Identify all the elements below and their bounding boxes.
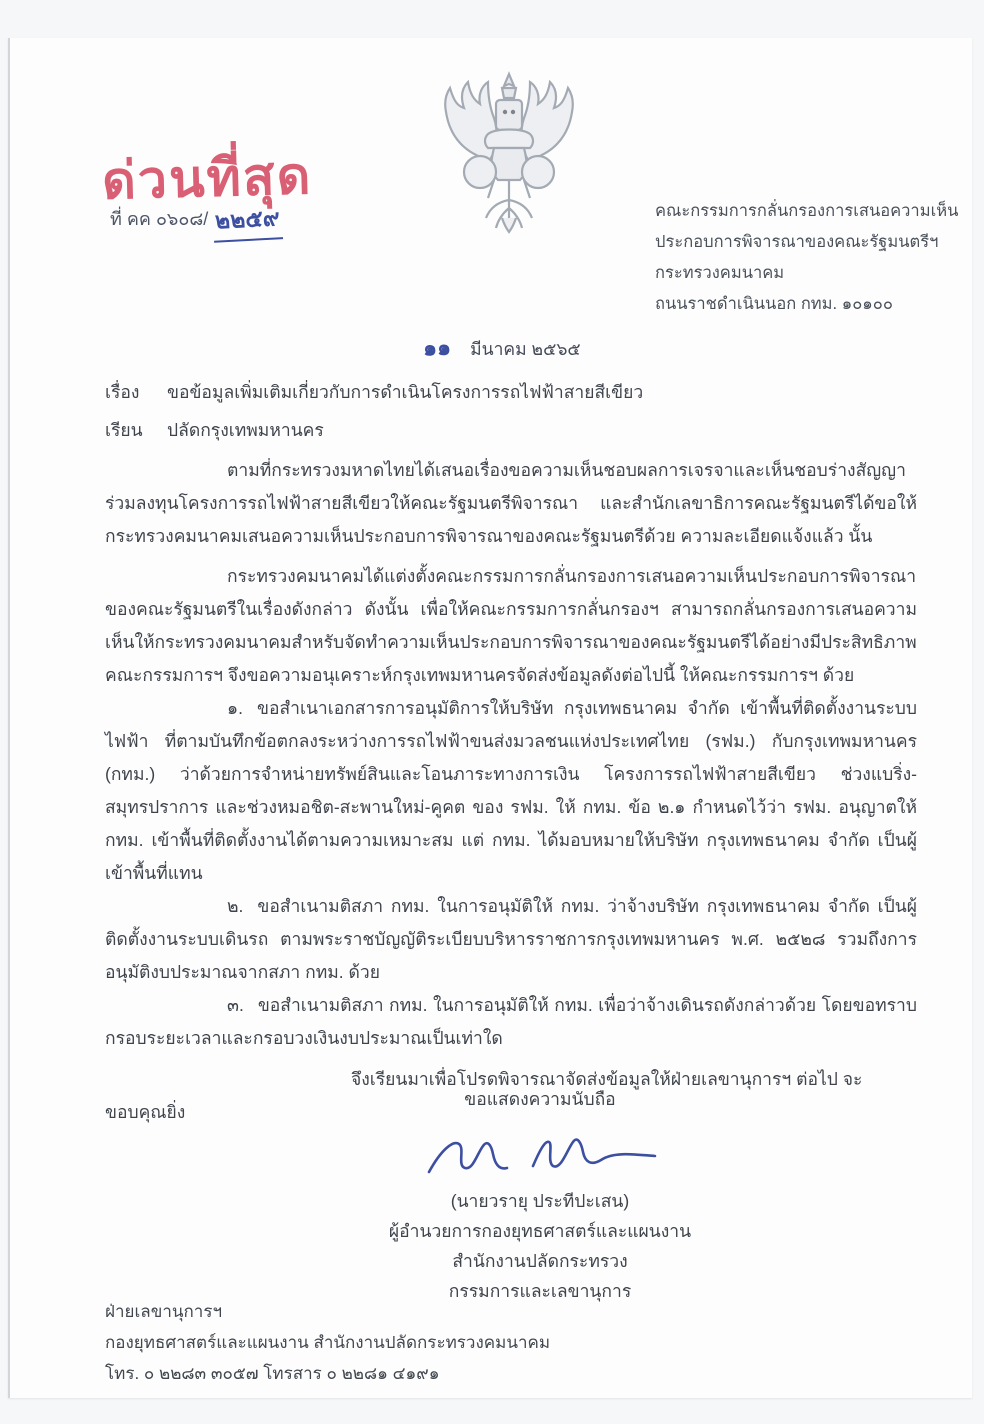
letter-page [8,38,972,1398]
footer-line: โทร. ๐ ๒๒๘๓ ๓๐๕๗ โทรสาร ๐ ๒๒๘๑ ๔๑๙๑ [105,1364,440,1383]
sender-line: คณะกรรมการกลั่นกรองการเสนอความเห็น [655,202,959,220]
numbered-item-3 [105,989,917,1055]
item-number: ๒. [227,896,244,916]
date-printed: มีนาคม ๒๕๖๕ [470,339,581,359]
item-text: ขอสำเนามติสภา กทม. ในการอนุมัติให้ กทม. ว่าจ้างบริษัท กรุงเทพธนาคม จำกัด เป็นผู้ติดตั้งงานระบบเดินรถ ตามพระราชบัญญัติระเบียบบริหารราชการกรุงเทพมหานคร พ.ศ. ๒๕๒๘ รวมถึงการอนุมัติงบประมาณจากสภา กทม. ด้วย [105,896,917,982]
signoff-block [290,1084,790,1306]
letter-body [105,376,917,1129]
body-paragraph: ตามที่กระทรวงมหาดไทยได้เสนอเรื่องขอความเห็นชอบผลการเจรจาและเห็นชอบร่างสัญญาร่วมลงทุนโครงการรถไฟฟ้าสายสีเขียวให้คณะรัฐมนตรีพิจารณา และสำนักเลขาธิการคณะรัฐมนตรีได้ขอให้กระทรวงคมนาคมเสนอความเห็นประกอบการพิจารณาของคณะรัฐมนตรีด้วย ความละเอียดแจ้งแล้ว นั้น [105,460,917,546]
item-number: ๓. [227,995,244,1015]
respect-line: ขอแสดงความนับถือ [464,1089,616,1109]
subject-label: เรื่อง [105,382,140,402]
footer-line: กองยุทธศาสตร์และแผนงาน สำนักงานปลัดกระทรวงคมนาคม [105,1333,551,1352]
reference-printed: ที่ คค ๐๖๐๘/ [110,209,209,229]
subject-text: ขอข้อมูลเพิ่มเติมเกี่ยวกับการดำเนินโครงการรถไฟฟ้าสายสีเขียว [167,382,644,402]
footer-line: ฝ่ายเลขานุการฯ [105,1302,222,1321]
signer-title-line: ผู้อำนวยการกองยุทธศาสตร์และแผนงาน [388,1221,692,1241]
footer-contact-block [105,1296,550,1389]
subject-row [105,376,917,409]
reference-line [110,200,282,239]
sender-address-block [655,196,958,320]
salutation-label: เรียน [105,420,143,440]
reference-handwritten-number: ๒๒๕๙ [212,200,283,243]
item-number: ๑. [227,698,243,718]
salutation-text: ปลัดกรุงเทพมหานคร [167,420,324,440]
signer-title-line: กรรมการและเลขานุการ [448,1281,632,1301]
sender-line: ถนนราชดำเนินนอก กทม. ๑๐๑๐๐ [655,295,893,313]
sender-line: กระทรวงคมนาคม [655,264,785,282]
signer-name: (นายวรายุ ประทีปะเสน) [450,1191,630,1211]
closing-line: จึงเรียนมาเพื่อโปรดพิจารณาจัดส่งข้อมูลให้ฝ่ายเลขานุการฯ ต่อไป จะขอบคุณยิ่ง [105,1069,863,1122]
item-text: ขอสำเนามติสภา กทม. ในการอนุมัติให้ กทม. เพื่อว่าจ้างเดินรถดังกล่าวด้วย โดยขอทราบกรอบระยะเวลาและกรอบวงเงินงบประมาณเป็นเท่าใด [105,995,917,1048]
numbered-item-2 [105,890,917,989]
garuda-emblem-icon [428,68,590,238]
sender-line: ประกอบการพิจารณาของคณะรัฐมนตรีฯ [655,233,939,251]
body-paragraph: กระทรวงคมนาคมได้แต่งตั้งคณะกรรมการกลั่นกรองการเสนอความเห็นประกอบการพิจารณาของคณะรัฐมนตรีในเรื่องดังกล่าว ดังนั้น เพื่อให้คณะกรรมการกลั่นกรองฯ สามารถกลั่นกรองการเสนอความเห็นให้กระทรวงคมนาคมสำหรับจัดทำความเห็นประกอบการพิจารณาของคณะรัฐมนตรีได้อย่างมีประสิทธิภาพ คณะกรรมการฯ จึงขอความอนุเคราะห์กรุงเทพมหานครจัดส่งข้อมูลดังต่อไปนี้ ให้คณะกรรมการฯ ด้วย [105,566,917,685]
urgency-stamp: ด่วนที่สุด [101,147,314,211]
date-handwritten-day: ๑๑ [422,334,452,361]
item-text: ขอสำเนาเอกสารการอนุมัติการให้บริษัท กรุงเทพธนาคม จำกัด เข้าพื้นที่ติดตั้งงานระบบไฟฟ้า ที่ตามบันทึกข้อตกลงระหว่างการรถไฟฟ้าขนส่งมวลชนแห่งประเทศไทย (รฟม.) กับกรุงเทพมหานคร (กทม.) ว่าด้วยการจำหน่ายทรัพย์สินและโอนภาระทางการเงิน โครงการรถไฟฟ้าสายสีเขียว ช่วงแบริ่ง-สมุทรปราการ และช่วงหมอชิต-สะพานใหม่-คูคต ของ รฟม. ให้ กทม. ข้อ ๒.๑ กำหนดไว้ว่า รฟม. อนุญาตให้ กทม. เข้าพื้นที่ติดตั้งงานได้ตามความเหมาะสม แต่ กทม. ได้มอบหมายให้บริษัท กรุงเทพธนาคม จำกัด เป็นผู้เข้าพื้นที่แทน [105,698,917,883]
numbered-item-1 [105,692,917,890]
salutation-row [105,414,917,447]
signer-title-line: สำนักงานปลัดกระทรวง [452,1251,628,1271]
date-line [10,330,984,365]
signature [415,1128,665,1180]
